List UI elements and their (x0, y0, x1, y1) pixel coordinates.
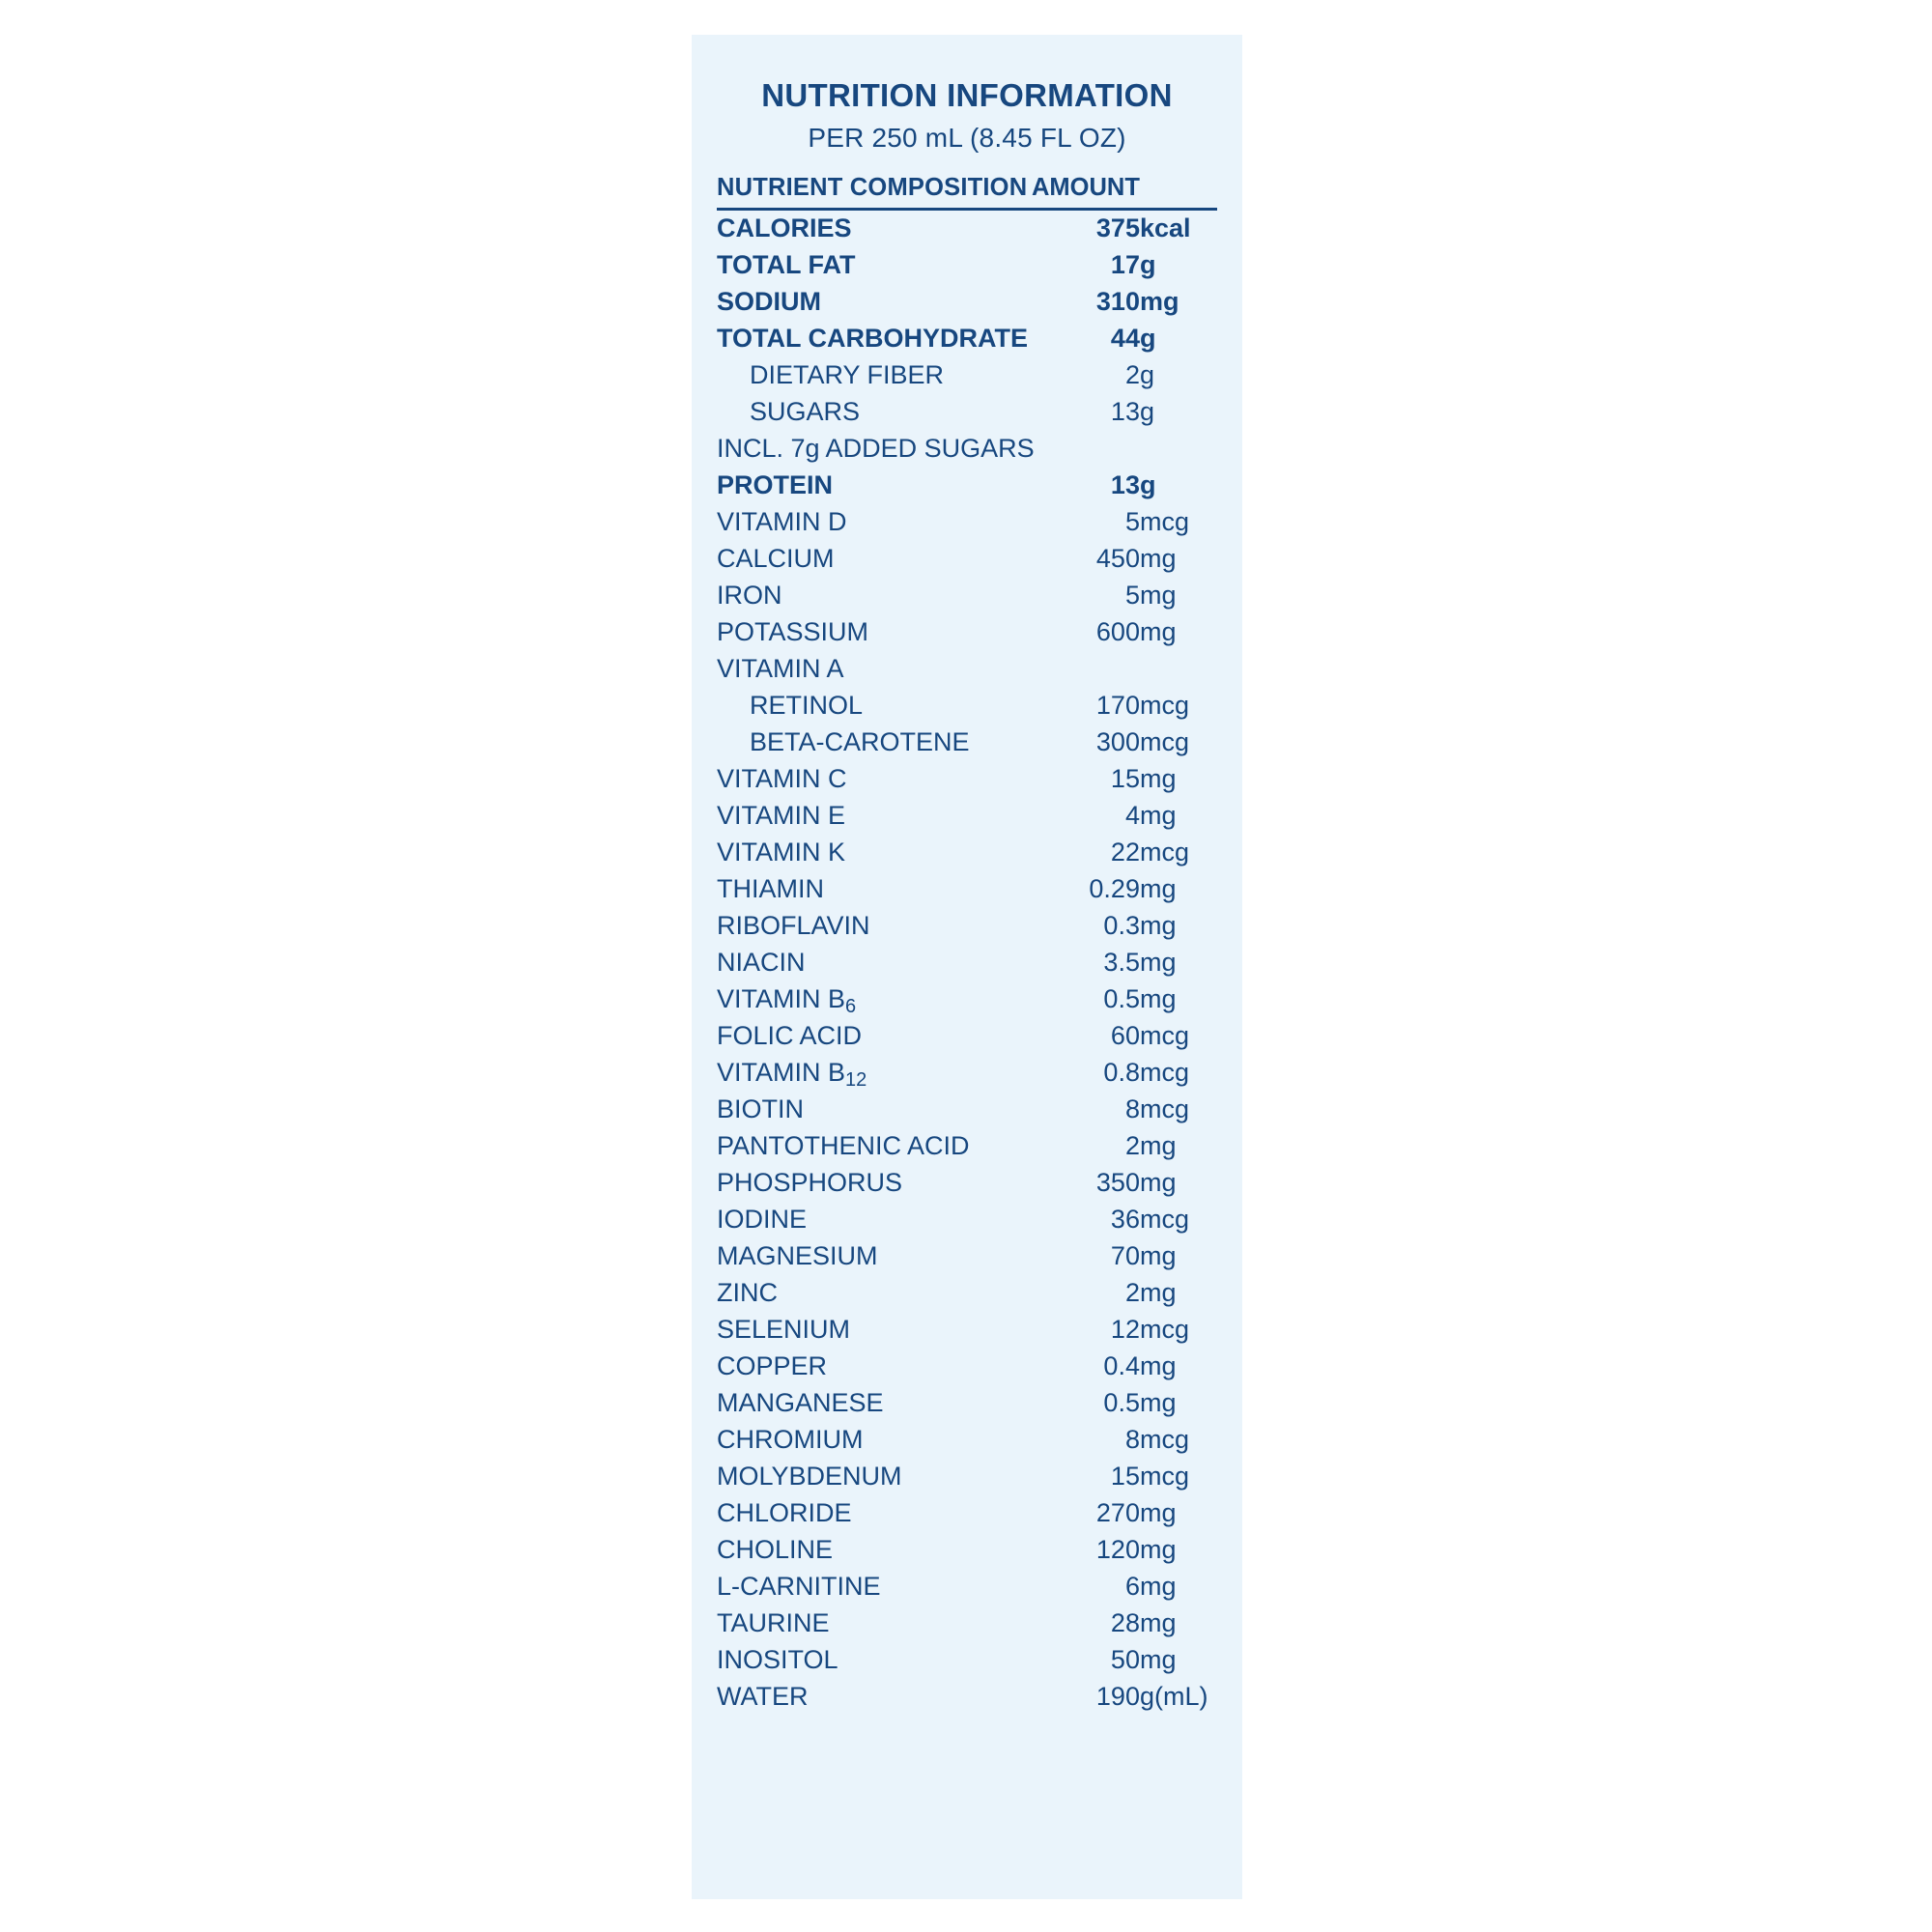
nutrient-amount (1028, 651, 1140, 688)
nutrient-name: VITAMIN D (717, 507, 847, 537)
nutrient-unit: mcg (1139, 1205, 1189, 1235)
nutrient-unit: g(mL) (1139, 1682, 1208, 1712)
nutrient-amount: 44 (1110, 324, 1140, 354)
table-row (717, 798, 1217, 835)
nutrient-amount: 375 (1095, 213, 1140, 243)
nutrient-amount: 2 (1124, 360, 1140, 390)
table-row (717, 981, 1217, 1018)
nutrient-unit: mg (1139, 581, 1177, 611)
table-row (717, 871, 1217, 908)
nutrient-unit: mg (1139, 1608, 1177, 1638)
table-row (717, 1128, 1217, 1165)
table-row (717, 247, 1217, 284)
nutrient-amount: 6 (1124, 1572, 1140, 1602)
nutrient-name: VITAMIN C (717, 764, 847, 794)
table-row (717, 1275, 1217, 1312)
table-row (717, 1055, 1217, 1092)
table-row (717, 1495, 1217, 1532)
nutrient-amount: 0.4 (1103, 1351, 1140, 1381)
nutrient-name-subscript: 6 (845, 996, 857, 1018)
nutrient-unit: g (1139, 470, 1156, 500)
nutrient-name: MANGANESE (717, 1388, 884, 1418)
nutrient-amount: 12 (1110, 1315, 1140, 1345)
nutrient-name: PHOSPHORUS (717, 1168, 903, 1198)
table-row (717, 835, 1217, 871)
nutrient-unit: mg (1139, 1241, 1177, 1271)
nutrient-amount: 450 (1095, 544, 1140, 574)
nutrient-amount: 0.29 (1089, 874, 1140, 904)
table-row (717, 468, 1217, 504)
nutrient-amount: 70 (1110, 1241, 1140, 1271)
nutrient-name: CHOLINE (717, 1535, 834, 1565)
nutrient-name: CALCIUM (717, 544, 835, 574)
nutrient-unit (1140, 651, 1217, 688)
nutrient-unit: g (1139, 360, 1154, 390)
nutrient-name: POTASSIUM (717, 617, 869, 647)
nutrient-amount: 5 (1124, 581, 1140, 611)
nutrient-amount: 600 (1095, 617, 1140, 647)
nutrient-amount: 13 (1110, 397, 1140, 427)
nutrient-amount: 8 (1124, 1094, 1140, 1124)
column-header-nutrient: NUTRIENT COMPOSITION (717, 171, 1028, 210)
nutrient-unit: mg (1139, 1278, 1177, 1308)
table-row (717, 1422, 1217, 1459)
nutrient-unit: mg (1139, 874, 1177, 904)
table-row (717, 209, 1217, 247)
table-row (717, 945, 1217, 981)
nutrient-name: MAGNESIUM (717, 1241, 878, 1271)
nutrient-name: PROTEIN (717, 470, 834, 500)
table-row (717, 284, 1217, 321)
nutrient-name: BETA-CAROTENE (750, 727, 970, 757)
nutrition-table (717, 171, 1217, 1716)
nutrient-amount: 350 (1095, 1168, 1140, 1198)
nutrient-unit: mcg (1139, 507, 1189, 537)
nutrient-amount: 300 (1095, 727, 1140, 757)
nutrient-amount: 0.8 (1103, 1058, 1140, 1088)
nutrient-unit: mg (1139, 911, 1177, 941)
nutrient-name: CALORIES (717, 213, 852, 243)
table-row (717, 724, 1217, 761)
nutrient-unit: mg (1139, 984, 1177, 1014)
nutrient-amount: 2 (1124, 1131, 1140, 1161)
table-row (717, 357, 1217, 394)
table-row (717, 1312, 1217, 1349)
nutrient-unit: mg (1139, 948, 1177, 978)
nutrient-unit: mg (1139, 801, 1177, 831)
nutrient-name: L-CARNITINE (717, 1572, 881, 1602)
nutrient-unit: mcg (1139, 727, 1189, 757)
nutrient-unit: mcg (1139, 691, 1189, 721)
nutrition-information-panel (692, 35, 1242, 1899)
nutrient-amount: 0.5 (1103, 1388, 1140, 1418)
nutrient-name: MOLYBDENUM (717, 1462, 902, 1492)
nutrient-name: THIAMIN (717, 874, 824, 904)
nutrient-unit: mg (1139, 617, 1177, 647)
nutrient-name: SODIUM (717, 287, 821, 317)
table-row (717, 908, 1217, 945)
nutrient-name: VITAMIN K (717, 838, 846, 867)
nutrient-name: TAURINE (717, 1608, 830, 1638)
nutrient-unit: mg (1139, 1168, 1177, 1198)
nutrient-amount: 13 (1110, 470, 1140, 500)
table-row (717, 1605, 1217, 1642)
nutrient-amount: 17 (1110, 250, 1140, 280)
column-header-amount: AMOUNT (1028, 171, 1140, 210)
table-row (717, 1238, 1217, 1275)
nutrient-name-subscript: 12 (845, 1069, 867, 1092)
column-header-unit (1140, 171, 1217, 210)
nutrient-name: DIETARY FIBER (750, 360, 945, 390)
nutrient-amount: 3.5 (1103, 948, 1140, 978)
nutrient-unit: kcal (1139, 213, 1191, 243)
nutrient-unit: mg (1139, 1535, 1177, 1565)
nutrient-name: FOLIC ACID (717, 1021, 863, 1051)
nutrient-name: VITAMIN B6 (717, 984, 857, 1018)
table-row (717, 614, 1217, 651)
nutrient-name: WATER (717, 1682, 809, 1712)
added-sugars-note: INCL. 7g ADDED SUGARS (717, 434, 1035, 464)
nutrient-unit: mg (1139, 1388, 1177, 1418)
nutrient-name: RETINOL (750, 691, 864, 721)
table-row (717, 1202, 1217, 1238)
nutrient-name: BIOTIN (717, 1094, 805, 1124)
table-row (717, 761, 1217, 798)
table-row (717, 504, 1217, 541)
table-row (717, 1642, 1217, 1679)
added-sugars-note-row (717, 431, 1217, 468)
table-row (717, 321, 1217, 357)
nutrient-unit: mg (1139, 1645, 1177, 1675)
table-row (717, 1018, 1217, 1055)
nutrient-name: TOTAL CARBOHYDRATE (717, 324, 1028, 354)
nutrient-name: IRON (717, 581, 782, 611)
nutrient-amount: 2 (1124, 1278, 1140, 1308)
table-row (717, 1532, 1217, 1569)
serving-size-subtitle: PER 250 mL (8.45 FL OZ) (808, 122, 1126, 153)
table-header-row (717, 171, 1217, 210)
nutrient-name: SUGARS (750, 397, 861, 427)
table-row (717, 1385, 1217, 1422)
nutrient-unit: g (1139, 250, 1156, 280)
nutrient-amount: 270 (1095, 1498, 1140, 1528)
nutrient-unit: mg (1139, 764, 1177, 794)
nutrient-name: CHLORIDE (717, 1498, 852, 1528)
nutrient-unit: mg (1139, 1131, 1177, 1161)
nutrition-table-body (717, 171, 1217, 1716)
nutrient-amount: 0.5 (1103, 984, 1140, 1014)
nutrient-amount: 4 (1124, 801, 1140, 831)
table-row (717, 651, 1217, 688)
nutrient-name: RIBOFLAVIN (717, 911, 870, 941)
nutrient-unit: mg (1139, 1351, 1177, 1381)
nutrient-name: INOSITOL (717, 1645, 838, 1675)
nutrient-unit: mg (1139, 544, 1177, 574)
table-row (717, 1679, 1217, 1716)
nutrient-amount: 5 (1124, 507, 1140, 537)
table-row (717, 1459, 1217, 1495)
nutrient-unit: mcg (1139, 1094, 1189, 1124)
nutrient-name: VITAMIN A (717, 654, 844, 684)
table-row (717, 541, 1217, 578)
nutrient-amount: 50 (1110, 1645, 1140, 1675)
nutrient-amount: 15 (1110, 764, 1140, 794)
nutrient-unit: mcg (1139, 1425, 1189, 1455)
nutrient-amount: 8 (1124, 1425, 1140, 1455)
nutrient-name: IODINE (717, 1205, 808, 1235)
nutrient-amount: 190 (1095, 1682, 1140, 1712)
nutrient-name: PANTOTHENIC ACID (717, 1131, 970, 1161)
nutrient-amount: 170 (1095, 691, 1140, 721)
nutrient-unit: g (1139, 324, 1156, 354)
nutrient-name: NIACIN (717, 948, 806, 978)
nutrient-unit: mg (1139, 287, 1179, 317)
nutrient-amount: 28 (1110, 1608, 1140, 1638)
nutrient-amount: 15 (1110, 1462, 1140, 1492)
nutrient-amount: 36 (1110, 1205, 1140, 1235)
nutrient-name: CHROMIUM (717, 1425, 864, 1455)
page-title: NUTRITION INFORMATION (761, 77, 1173, 113)
nutrient-amount: 22 (1110, 838, 1140, 867)
nutrient-unit: mcg (1139, 1462, 1189, 1492)
table-row (717, 688, 1217, 724)
nutrient-amount: 60 (1110, 1021, 1140, 1051)
table-row (717, 394, 1217, 431)
nutrient-amount: 310 (1095, 287, 1140, 317)
table-row (717, 1092, 1217, 1128)
nutrient-name: TOTAL FAT (717, 250, 856, 280)
nutrient-unit: mcg (1139, 838, 1189, 867)
table-row (717, 1569, 1217, 1605)
table-row (717, 1165, 1217, 1202)
nutrient-name: VITAMIN B12 (717, 1058, 867, 1092)
table-row (717, 578, 1217, 614)
nutrient-amount: 120 (1095, 1535, 1140, 1565)
nutrient-unit: mcg (1139, 1021, 1189, 1051)
nutrient-name: COPPER (717, 1351, 828, 1381)
nutrient-unit: mg (1139, 1572, 1177, 1602)
nutrient-unit: mcg (1139, 1315, 1189, 1345)
nutrient-unit: mg (1139, 1498, 1177, 1528)
nutrient-name: ZINC (717, 1278, 778, 1308)
nutrient-unit: g (1139, 397, 1154, 427)
nutrient-amount: 0.3 (1103, 911, 1140, 941)
nutrient-unit: mcg (1139, 1058, 1189, 1088)
nutrient-name: VITAMIN E (717, 801, 846, 831)
table-row (717, 1349, 1217, 1385)
nutrient-name: SELENIUM (717, 1315, 851, 1345)
